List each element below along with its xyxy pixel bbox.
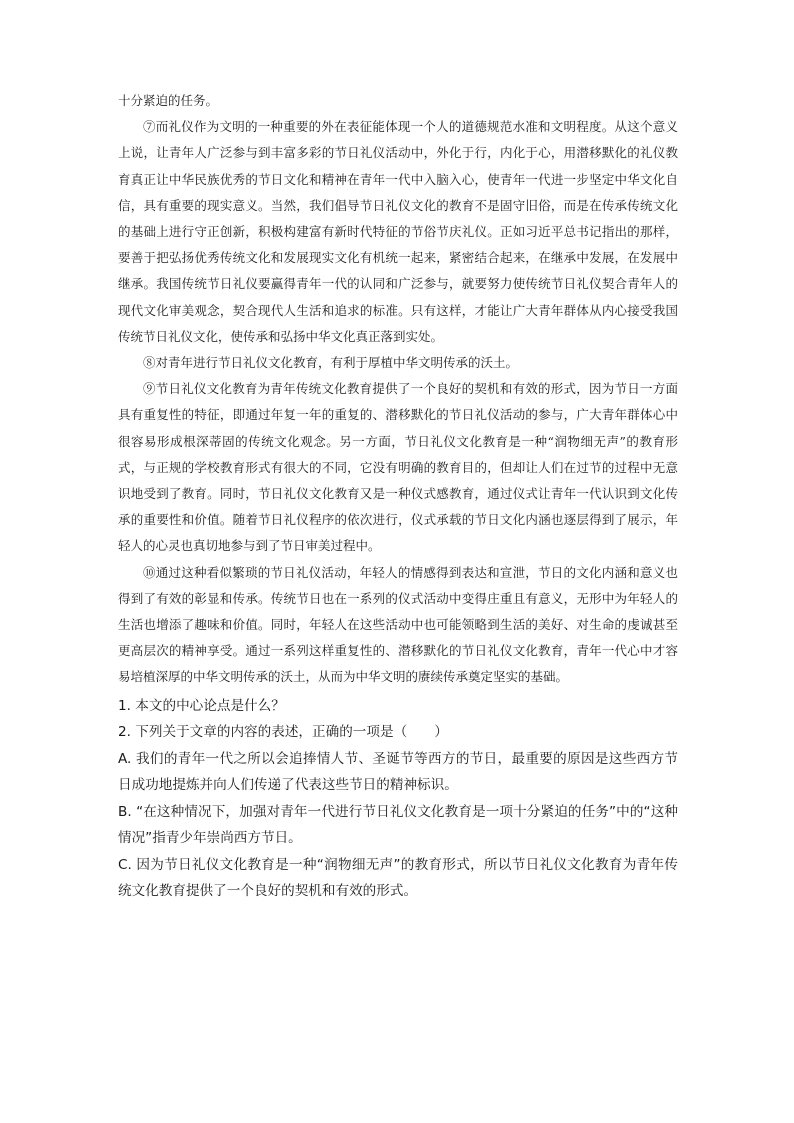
option-c: C. 因为节日礼仪文化教育是一种“润物细无声”的教育形式，所以节日礼仪文化教育为青年传统文化教育提供了一个良好的契机和有效的形式。: [118, 856, 678, 900]
paragraph-8: ⑧对青年进行节日礼仪文化教育，有利于厚植中华文明传承的沃土。: [143, 355, 519, 371]
paragraph-6-tail: 十分紧迫的任务。: [118, 93, 219, 108]
option-b: B. “在这种情况下，加强对青年一代进行节日礼仪文化教育是一项十分紧迫的任务”中的“这种情况”指青少年崇尚西方节日。: [118, 803, 678, 847]
paragraph-9: ⑨节日礼仪文化教育为青年传统文化教育提供了一个良好的契机和有效的形式，因为节日一方面具有重复性的特征，即通过年复一年的重复的、潜移默化的节日礼仪活动的参与，广大青年群体心中很容易形成根深蒂固的传统文化观念。另一方面，节日礼仪文化教育是一种“润物细无声”的教育形式，与正规的学校教育形式有很大的不同，它没有明确的教育目的，但却让人们在过节的过程中无意识地受到了教育。同时，节日礼仪文化教育又是一种仪式感教育，通过仪式让青年一代认识到文化传承的重要性和价值。随着节日礼仪程序的依次进行，仪式承载的节日文化内涵也逐层得到了展示，年轻人的心灵也真切地参与到了节日审美过程中。: [118, 381, 678, 554]
question-1: 1. 本文的中心论点是什么？: [118, 697, 285, 714]
question-section: [118, 693, 678, 905]
question-2: 2. 下列关于文章的内容的表述，正确的一项是（ ）: [118, 724, 448, 741]
reading-passage: [118, 88, 678, 691]
paragraph-10: ⑩通过这种看似繁琐的节日礼仪活动，年轻人的情感得到表达和宣泄，节日的文化内涵和意义也得到了有效的彰显和传承。传统节日也在一系列的仪式活动中变得庄重且有意义，无形中为年轻人的生活也增添了趣味和价值。同时，年轻人在这些活动中也可能领略到生活的美好、对生命的虔诚甚至更高层次的精神享受。通过一系列这样重复性的、潜移默化的节日礼仪文化教育，青年一代心中才容易培植深厚的中华文明传承的沃土，从而为中华文明的赓续传承奠定坚实的基础。: [118, 564, 678, 685]
option-a: A. 我们的青年一代之所以会追捧情人节、圣诞节等西方的节日，最重要的原因是这些西方节日成功地提炼并向人们传递了代表这些节日的精神标识。: [118, 750, 678, 794]
paragraph-7: ⑦而礼仪作为文明的一种重要的外在表征能体现一个人的道德规范水准和文明程度。从这个意义上说，让青年人广泛参与到丰富多彩的节日礼仪活动中，外化于行，内化于心，用潜移默化的礼仪教育真正让中华民族优秀的节日文化和精神在青年一代中入脑入心，使青年一代进一步坚定中华文化自信，具有重要的现实意义。当然，我们倡导节日礼仪文化的教育不是固守旧俗，而是在传承传统文化的基础上进行守正创新，积极构建富有新时代特征的节俗节庆礼仪。正如习近平总书记指出的那样，要善于把弘扬优秀传统文化和发展现实文化有机统一起来，紧密结合起来，在继承中发展，在发展中继承。我国传统节日礼仪要赢得青年一代的认同和广泛参与，就要努力使传统节日礼仪契合青年人的现代文化审美观念，契合现代人生活和追求的标准。只有这样，才能让广大青年群体从内心接受我国传统节日礼仪文化，使传承和弘扬中华文化真正落到实处。: [118, 119, 678, 344]
document-page: [118, 88, 678, 905]
